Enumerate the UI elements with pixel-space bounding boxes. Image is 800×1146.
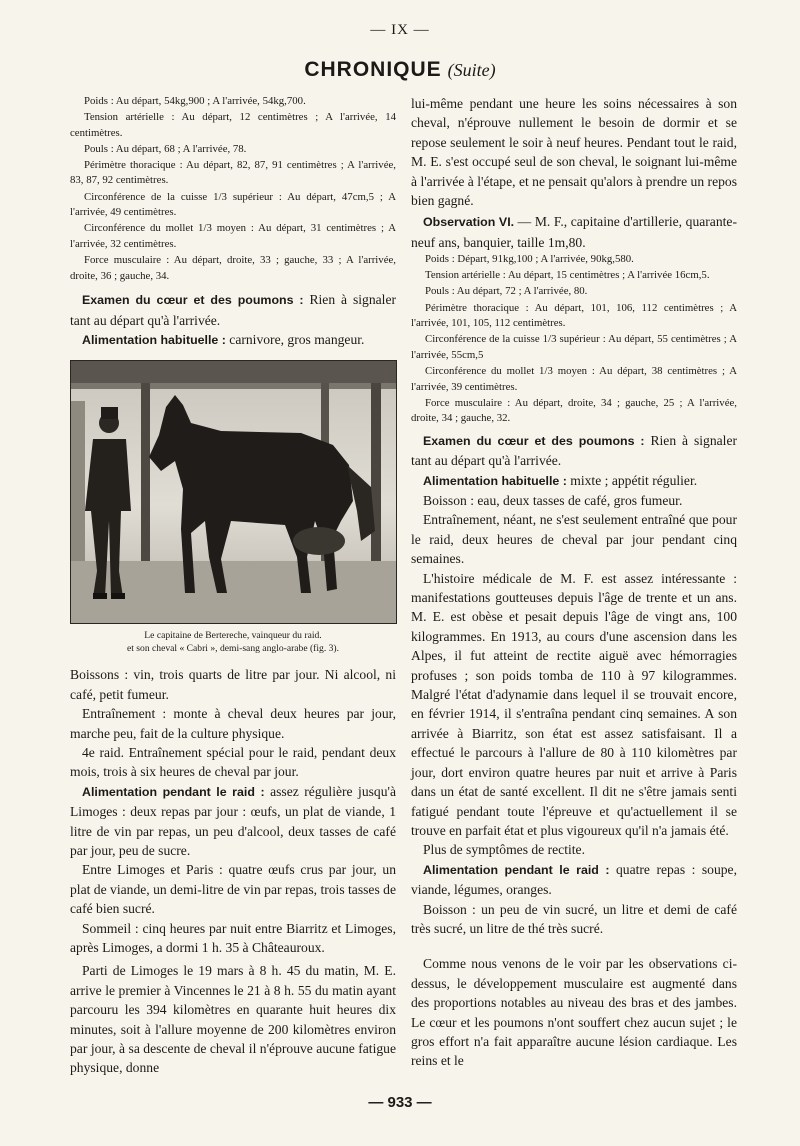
caption-line-1: Le capitaine de Bertereche, vainqueur du raid. <box>144 630 322 642</box>
measure-mollet-f: Circonférence du mollet 1/3 moyen : Au départ, 38 centimètres ; A l'arrivée, 39 centimètres. <box>411 364 737 393</box>
alim-label: Alimentation habituelle : <box>82 332 226 347</box>
measure-poids-f: Poids : Départ, 91kg,100 ; A l'arrivée, 90kg,580. <box>425 253 634 266</box>
alim-text: carnivore, gros mangeur. <box>225 331 365 347</box>
alim-label-f: Alimentation habituelle : <box>423 473 567 488</box>
exam-label-f: Examen du cœur et des poumons : <box>423 433 645 448</box>
observation-vi-label: Observation VI. <box>423 215 515 230</box>
alim-raid-label-f: Alimentation pendant le raid : <box>423 862 610 877</box>
caption-line-2: et son cheval « Cabri », demi-sang anglo-arabe (fig. 3). <box>126 642 340 654</box>
exam-label: Examen du cœur et des poumons : <box>82 293 304 308</box>
continuation-paragraph: lui-même pendant une heure les soins nécessaires à son cheval, n'éprouve nullement le besoin de dormir et se repose seulement le soir à neuf heures. Pendant tout le raid, M. E. s'est occupé seul de son cheval, le soignant lui-même à l'arrivée à l'étape, et ne pensait qu'alors à prendre un repos bien gagné. <box>411 96 737 209</box>
observation-vi-text: — M. F., capitaine d'artillerie, quarante-neuf ans, banquier, taille 1m,80. <box>411 214 737 250</box>
alim-paragraph <box>70 330 396 350</box>
boissons-paragraph: Boissons : vin, trois quarts de litre par jour. Ni alcool, ni café, petit fumeur. <box>70 667 396 702</box>
raid4-paragraph: 4e raid. Entraînement spécial pour le raid, pendant deux mois, trois à six heures de cheval par jour. <box>70 744 396 780</box>
measure-cuisse-f: Circonférence de la cuisse 1/3 supérieur : Au départ, 55 centimètres ; A l'arrivée, 55cm,5 <box>411 333 737 361</box>
exam-text: Rien à signaler tant au départ qu'à l'arrivée. <box>70 292 397 328</box>
exam-paragraph-f <box>411 431 737 471</box>
alim-raid-label: Alimentation pendant le raid : <box>82 784 265 799</box>
header-title: CHRONIQUE <box>304 58 442 81</box>
boisson2-paragraph: Boisson : un peu de vin sucré, un litre et demi de café très sucré, un litre de thé très sucré. <box>411 901 737 936</box>
entrainement-paragraph: Entraînement : monte à cheval deux heures par jour, marche peu, fait de la culture physique. <box>70 706 396 741</box>
measure-pouls-f: Pouls : Au départ, 72 ; A l'arrivée, 80. <box>425 285 588 298</box>
entrainement-paragraph-f: Entraînement, néant, ne s'est seulement entraîné que pour le raid, deux heures de cheval par jour pendant cinq semaines. <box>411 512 737 567</box>
right-column <box>411 94 737 1071</box>
alim-raid-paragraph-f <box>411 860 737 900</box>
page-number: — 933 — <box>368 1094 432 1111</box>
horse-photo <box>70 360 397 624</box>
boisson-paragraph-f: Boisson : eau, deux tasses de café, gros fumeur. <box>423 493 683 508</box>
measurements-list-left <box>70 94 396 284</box>
alim-raid-text-f: quatre repas : soupe, viande, légumes, oranges. <box>411 861 737 898</box>
measure-force: Force musculaire : Au départ, droite, 33 ; gauche, 33 ; A l'arrivée, droite, 36 ; gauche, 34. <box>70 253 396 282</box>
measurements-list-right <box>411 252 737 427</box>
photo-caption <box>70 630 396 655</box>
alim-raid-paragraph <box>70 782 396 861</box>
measure-poids: Poids : Au départ, 54kg,900 ; A l'arrivée, 54kg,700. <box>84 95 306 107</box>
exam-text-f: Rien à signaler tant au départ qu'à l'arrivée. <box>411 432 738 469</box>
alim-text-f: mixte ; appétit régulier. <box>566 472 698 488</box>
sommeil-paragraph: Sommeil : cinq heures par nuit entre Biarritz et Limoges, après Limoges, a dormi 1 h. 35 à Châteauroux. <box>70 920 396 956</box>
parti-paragraph: Parti de Limoges le 19 mars à 8 h. 45 du matin, M. E. arrive le premier à Vincennes le 21 à 8 h. 55 du matin ayant parcouru les 394 kilomètres en quarante huit heures dix minutes, soit à l'allure moyenne de 200 kilomètres environ par jour, à sa descente de cheval il n'éprouve aucune fatigue physique, donne <box>70 963 396 1076</box>
entre-limoges-paragraph: Entre Limoges et Paris : quatre œufs crus par jour, un plat de viande, un demi-litre de vin par repas, trois tasses de café bien sucré. <box>70 862 396 917</box>
alim-paragraph-f <box>411 471 737 491</box>
left-column <box>70 94 396 1078</box>
measure-mollet: Circonférence du mollet 1/3 moyen : Au départ, 31 centimètres ; A l'arrivée, 32 centimètres. <box>70 222 396 250</box>
histoire-paragraph: L'histoire médicale de M. F. est assez intéressante : manifestations goutteuses depuis l'âge de trente et un ans. M. E. est obèse et pesait depuis l'âge de vingt ans, 100 kilogrammes. En 1913, au cours d'une ascension dans les Alpes, il fut atteint de rectite aiguë avec hémorragies profuses ; son poids tomba de 110 à 97 kilogrammes. Malgré l'état d'adynamie dans lequel il se trouvait encore, en février 1914, il s'entraîna pendant cinq semaines. A son arrivée à Biarritz, son état est assez satisfaisant. Il a effectué le parcours à l'allure de 80 à 110 kilomètres par jour, dort environ quatre heures par nuit et arrive à Paris dans un état de santé excellent. Il dit ne s'être jamais senti fatigué pendant toute l'épreuve et qu'actuellement il se trouve en parfait état et plus vigoureux qu'il n'a jamais été. <box>411 570 737 838</box>
exam-paragraph <box>70 290 396 330</box>
measure-tension-f: Tension artérielle : Au départ, 15 centimètres ; A l'arrivée 16cm,5. <box>425 269 710 282</box>
measure-perimetre-f: Périmètre thoracique : Au départ, 101, 106, 112 centimètres ; A l'arrivée, 101, 105, 112 centimètres. <box>411 301 737 330</box>
observation-vi-paragraph <box>411 212 737 252</box>
measure-tension: Tension artérielle : Au départ, 12 centimètres ; A l'arrivée, 14 centimètres. <box>70 111 396 139</box>
measure-perimetre: Périmètre thoracique : Au départ, 82, 87, 91 centimètres ; A l'arrivée, 83, 87, 92 centimètres. <box>70 158 396 187</box>
measure-cuisse: Circonférence de la cuisse 1/3 supérieur : Au départ, 47cm,5 ; A l'arrivée, 49 centimètres. <box>70 190 396 219</box>
header-subtitle: (Suite) <box>447 60 496 80</box>
measure-force-f: Force musculaire : Au départ, droite, 34 ; gauche, 25 ; A l'arrivée, droite, 34 ; gauche, 32. <box>411 396 737 425</box>
alim-raid-text: assez régulière jusqu'à Limoges : deux repas par jour : œufs, un plat de viande, 1 litre de vin par repas, un peu d'alcool, deux tasses de café par jour, peu de sucre. <box>70 783 396 858</box>
page-header <box>0 58 800 82</box>
comme-paragraph: Comme nous venons de le voir par les observations ci-dessus, le développement musculaire est augmenté dans des proportions notables au niveau des bras et des jambes. Le cœur et les poumons n'ont souffert chez aucun sujet ; le gros effort n'a fait apparaître aucune lésion cardiaque. Les reins et le <box>411 956 737 1069</box>
plus-paragraph: Plus de symptômes de rectite. <box>423 842 585 858</box>
measure-pouls: Pouls : Au départ, 68 ; A l'arrivée, 78. <box>84 142 247 155</box>
roman-page-number: — IX — <box>370 22 430 38</box>
